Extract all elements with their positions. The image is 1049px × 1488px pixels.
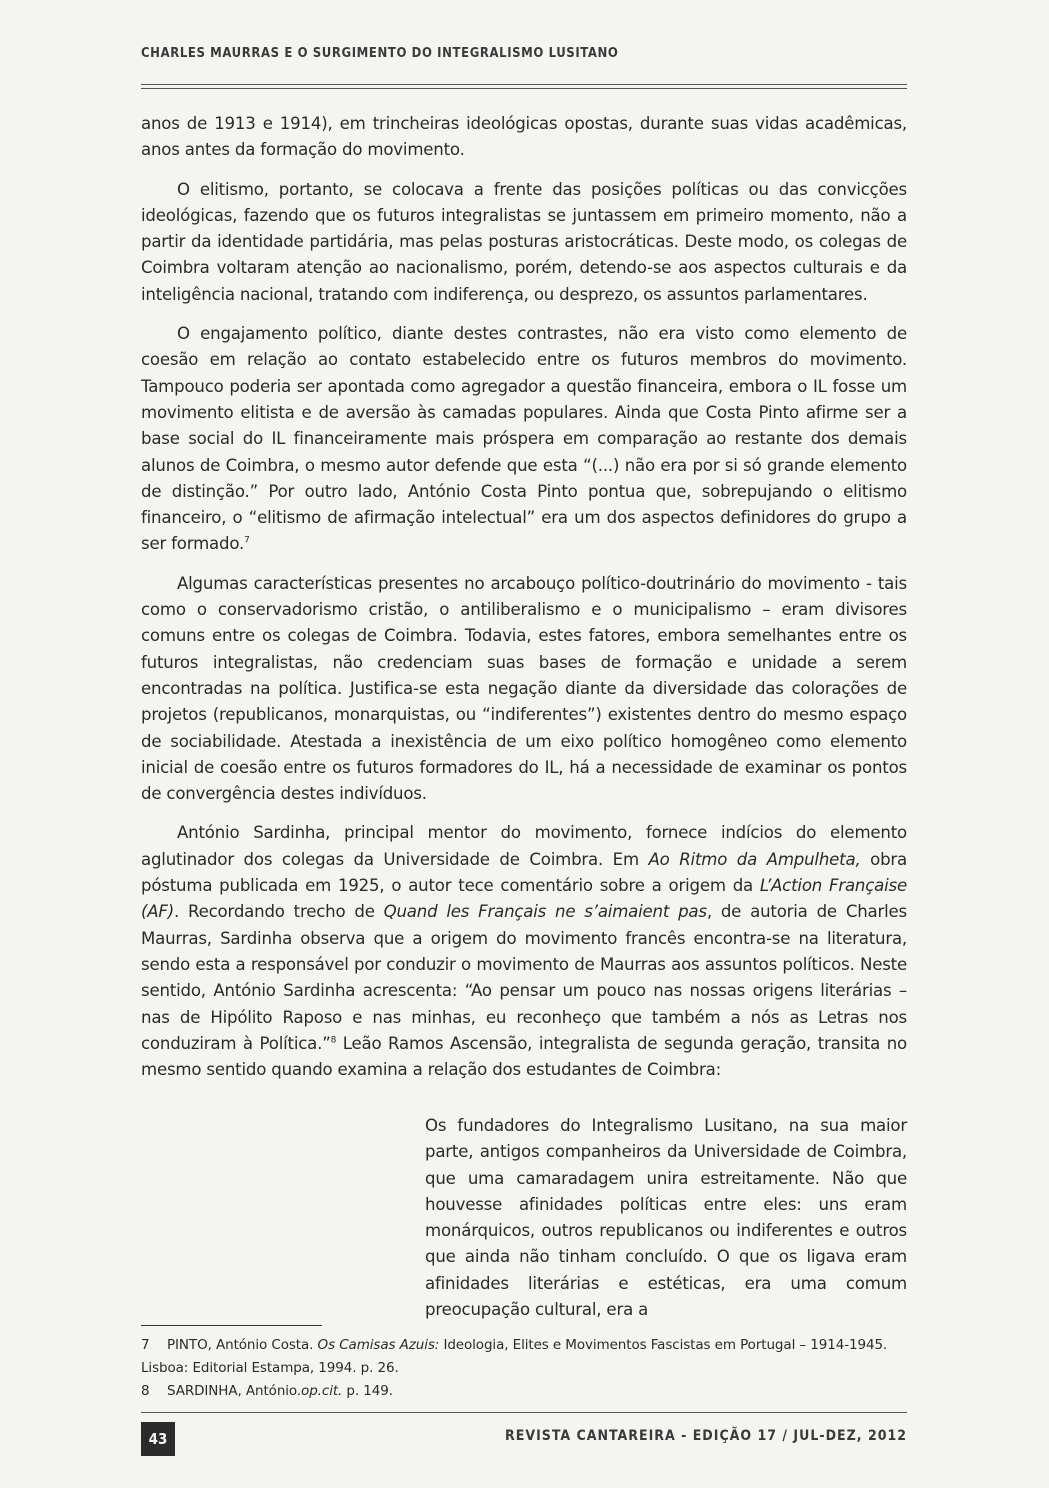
- paragraph-5-text-b: obra póstuma publicada em 1925, o autor tece comentário sobre a origem da: [141, 849, 908, 896]
- footnote-ref-8[interactable]: 8: [330, 1035, 337, 1046]
- footnote-ref-7[interactable]: 7: [244, 535, 250, 546]
- footer-rule: [141, 1412, 907, 1413]
- paragraph-5-text-a: António Sardinha, principal mentor do movimento, fornece indícios do elemento aglutinador dos colegas da Universidade de Coimbra. Em: [141, 823, 907, 869]
- paragraph-4: Algumas características presentes no arcabouço político-doutrinário do movimento - tais como o conservadorismo cristão, o antiliberalismo e o municipalismo – eram divisores comuns entre os colegas de Coimbra. Todavia, estes fatores, embora semelhantes entre os futuros integralistas, não credenciam suas bases de formação e unidade a serem encontradas na política. Justifica-se esta negação diante da diversidade das colorações de projetos (republicanos, monarquistas, ou “indiferentes”) existentes dentro do mesmo espaço de sociabilidade. Atestada a inexistência de um eixo político homogêneo como elemento inicial de coesão entre os futuros formadores do IL, há a necessidade de examinar os pontos de convergência destes indivíduos.: [141, 573, 907, 804]
- paragraph-1: anos de 1913 e 1914), em trincheiras ideológicas opostas, durante suas vidas acadêmicas, anos antes da formação do movimento.: [141, 114, 907, 160]
- paragraph-5-text-d: , de autoria de Charles Maurras, Sardinha observa que a origem do movimento francês encontra-se na literatura, sendo esta a responsável por conduzir o movimento de Maurras aos assuntos políticos. Neste sentido, António Sardinha acrescenta: “Ao pensar um pouco nas nossas origens literárias – nas de Hipólito Raposo e nas minhas, eu reconheço que também a nós as Letras nos conduziram à Política.”: [141, 902, 907, 1053]
- footnote-italic: Os Camisas Azuis:: [317, 1337, 440, 1353]
- paragraph-5-text-e: Leão Ramos Ascensão, integralista de segunda geração, transita no mesmo sentido quando examina a relação dos estudantes de Coimbra:: [141, 1033, 907, 1080]
- footnote-number: 7: [141, 1337, 150, 1353]
- paragraph-5-text-c: . Recordando trecho de: [174, 902, 384, 922]
- header-rule: [141, 84, 907, 89]
- paragraph-2: O elitismo, portanto, se colocava a frente das posições políticas ou das convicções ideológicas, fazendo que os futuros integralistas se juntassem em primeiro momento, não a partir da identidade partidária, mas pelas posturas aristocráticas. Deste modo, os colegas de Coimbra voltaram atenção ao nacionalismo, porém, detendo-se aos aspectos culturais e da inteligência nacional, tratando com indiferença, ou desprezo, os assuntos parlamentares.: [141, 179, 907, 304]
- footnote-text: SARDINHA, António.: [167, 1383, 302, 1399]
- book-title-ampulheta: Ao Ritmo da Ampulheta,: [648, 849, 861, 869]
- paragraph-3-text: O engajamento político, diante destes contrastes, não era visto como elemento de coesão em relação ao contato estabelecido entre os futuros membros do movimento. Tampouco poderia ser apontada como agregador a questão financeira, embora o IL fosse um movimento elitista e de aversão às camadas populares. Ainda que Costa Pinto afirme ser a base social do IL financeiramente mais próspera em comparação ao restante dos demais alunos de Coimbra, o mesmo autor defende que esta “(...) não era por si só grande elemento de distinção.” Por outro lado, António Costa Pinto pontua que, sobrepujando o elitismo financeiro, o “elitismo de afirmação intelectual” era um dos aspectos definidores do grupo a ser formado.: [141, 324, 907, 554]
- running-header: CHARLES MAURRAS E O SURGIMENTO DO INTEGRALISMO LUSITANO: [141, 46, 619, 61]
- paragraph-3: [141, 321, 907, 558]
- block-quote: Os fundadores do Integralismo Lusitano, na sua maior parte, antigos companheiros da Universidade de Coimbra, que uma camaradagem unira estreitamente. Não que houvesse afinidades políticas entre eles: uns eram monárquicos, outros republicanos ou indiferentes e outros que ainda não tinham concluído. O que os ligava eram afinidades literárias e estéticas, era uma comum preocupação cultural, era a: [425, 1116, 907, 1320]
- footnote-number: 8: [141, 1383, 150, 1399]
- footnote-italic: op.cit.: [301, 1383, 343, 1399]
- footnote-rule: [141, 1325, 322, 1326]
- page-number: 43: [141, 1422, 175, 1456]
- body-text: [141, 111, 907, 1096]
- footnotes: [141, 1334, 907, 1403]
- footnote-7: [141, 1334, 907, 1380]
- journal-info: REVISTA CANTAREIRA - EDIÇÃO 17 / JUL-DEZ, 2012: [505, 1428, 907, 1444]
- paragraph-5: [141, 820, 907, 1083]
- footnote-8: [141, 1380, 907, 1403]
- book-title-quand: Quand les Français ne s’aimaient pas: [383, 902, 707, 922]
- footnote-text: Ideologia, Elites e Movimentos Fascistas em Portugal – 1914-1945. Lisboa: Editorial Estampa, 1994. p. 26.: [141, 1337, 888, 1376]
- footnote-text: p. 149.: [342, 1383, 393, 1399]
- footnote-text: PINTO, António Costa.: [167, 1337, 318, 1353]
- title-action-francaise: L’Action Française (AF): [141, 876, 907, 922]
- page: [141, 0, 907, 1488]
